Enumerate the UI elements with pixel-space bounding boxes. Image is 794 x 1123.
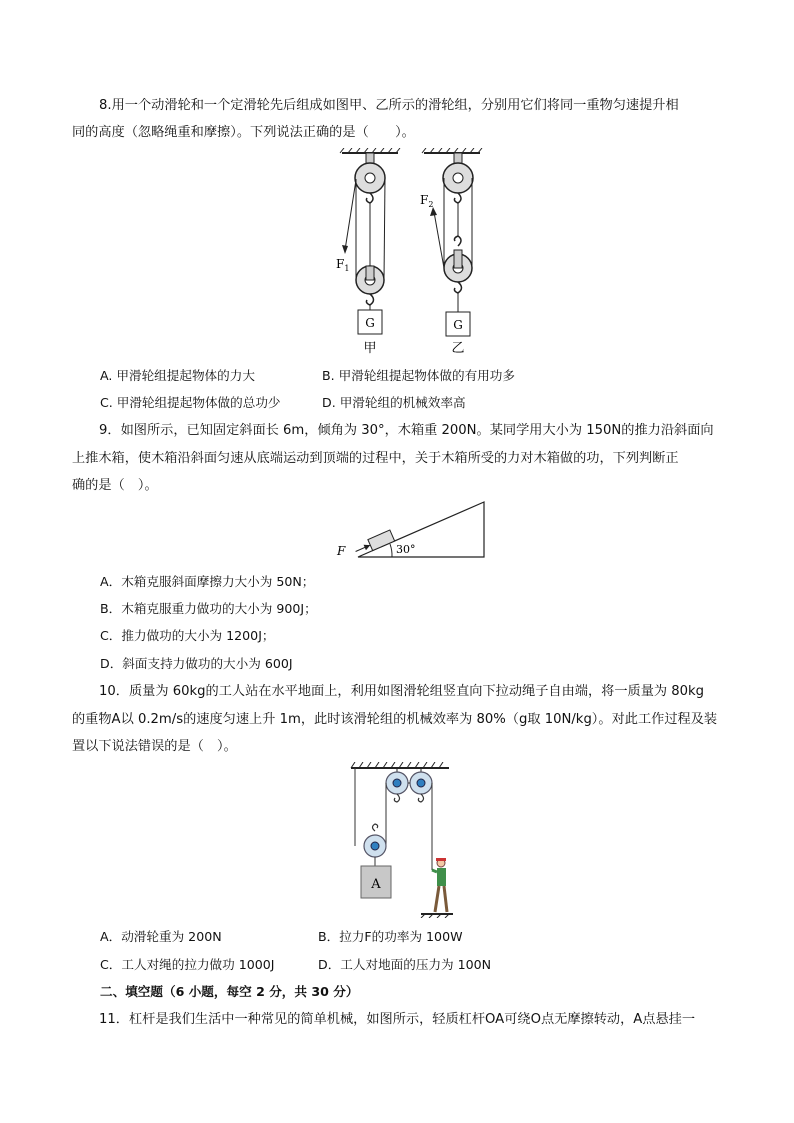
q10-stem-line-1: 10．质量为 60kg的工人站在水平地面上，利用如图滑轮组竖直向下拉动绳子自由端，将一质量为 80kg [99,684,705,699]
q8-stem-line-1: 8.用一个动滑轮和一个定滑轮先后组成如图甲、乙所示的滑轮组，分别用它们将同一重物匀速提升相 [99,98,679,113]
block-a-label: A [371,877,381,892]
f1-label: $F_1$ [336,257,350,273]
q10-stem-line-3: 置以下说法错误的是（ ）。 [72,739,237,754]
q10-option-b: B．拉力F的功率为 100W [318,929,463,944]
g-label-jia: G [365,316,375,330]
section-title-fill-in: 二、填空题（6 小题，每空 2 分，共 30 分） [100,984,359,999]
force-f-label: F [337,544,346,558]
yi-label: 乙 [451,341,465,356]
q9-option-a: A．木箱克服斜面摩擦力大小为 50N； [100,574,315,589]
q10-stem-line-2: 的重物A以 0.2m/s的速度匀速上升 1m，此时该滑轮组的机械效率为 80%（g取 10N/kg）。对此工作过程及装 [72,712,718,727]
q8-option-d: D. 甲滑轮组的机械效率高 [322,395,466,410]
q9-option-d: D．斜面支持力做功的大小为 600J [100,656,293,671]
q9-option-c: C．推力做功的大小为 1200J； [100,628,275,643]
g-label-yi: G [453,318,463,332]
q9-stem-line-3: 确的是（ ）。 [72,478,158,493]
q8-option-c: C. 甲滑轮组提起物体做的总功少 [100,395,281,410]
q9-stem-line-1: 9．如图所示，已知固定斜面长 6m，倾角为 30°，木箱重 200N。某同学用大小为 150N的推力沿斜面向 [99,423,714,438]
q8-option-a: A. 甲滑轮组提起物体的力大 [100,368,255,383]
q10-option-c: C．工人对绳的拉力做功 1000J [100,957,275,972]
q8-pulley-figure [330,148,490,360]
jia-label: 甲 [363,341,377,356]
q9-stem-line-2: 上推木箱，使木箱沿斜面匀速从底端运动到顶端的过程中，关于木箱所受的力对木箱做的功，下列判断正 [72,451,679,466]
q8-option-b: B. 甲滑轮组提起物体做的有用功多 [322,368,515,383]
q8-stem-line-2: 同的高度（忽略绳重和摩擦）。下列说法正确的是（ ）。 [72,125,415,140]
q10-option-a: A．动滑轮重为 200N [100,929,222,944]
f2-label: $F_2$ [420,193,434,209]
q9-incline-figure [334,500,490,562]
angle-label: 30° [396,543,416,556]
q10-option-d: D．工人对地面的压力为 100N [318,957,492,972]
q10-pulley-figure [345,762,455,918]
q9-option-b: B．木箱克服重力做功的大小为 900J； [100,601,317,616]
q11-stem-line-1: 11．杠杆是我们生活中一种常见的简单机械，如图所示，轻质杠杆OA可绕O点无摩擦转动，A点悬挂一 [99,1012,696,1027]
